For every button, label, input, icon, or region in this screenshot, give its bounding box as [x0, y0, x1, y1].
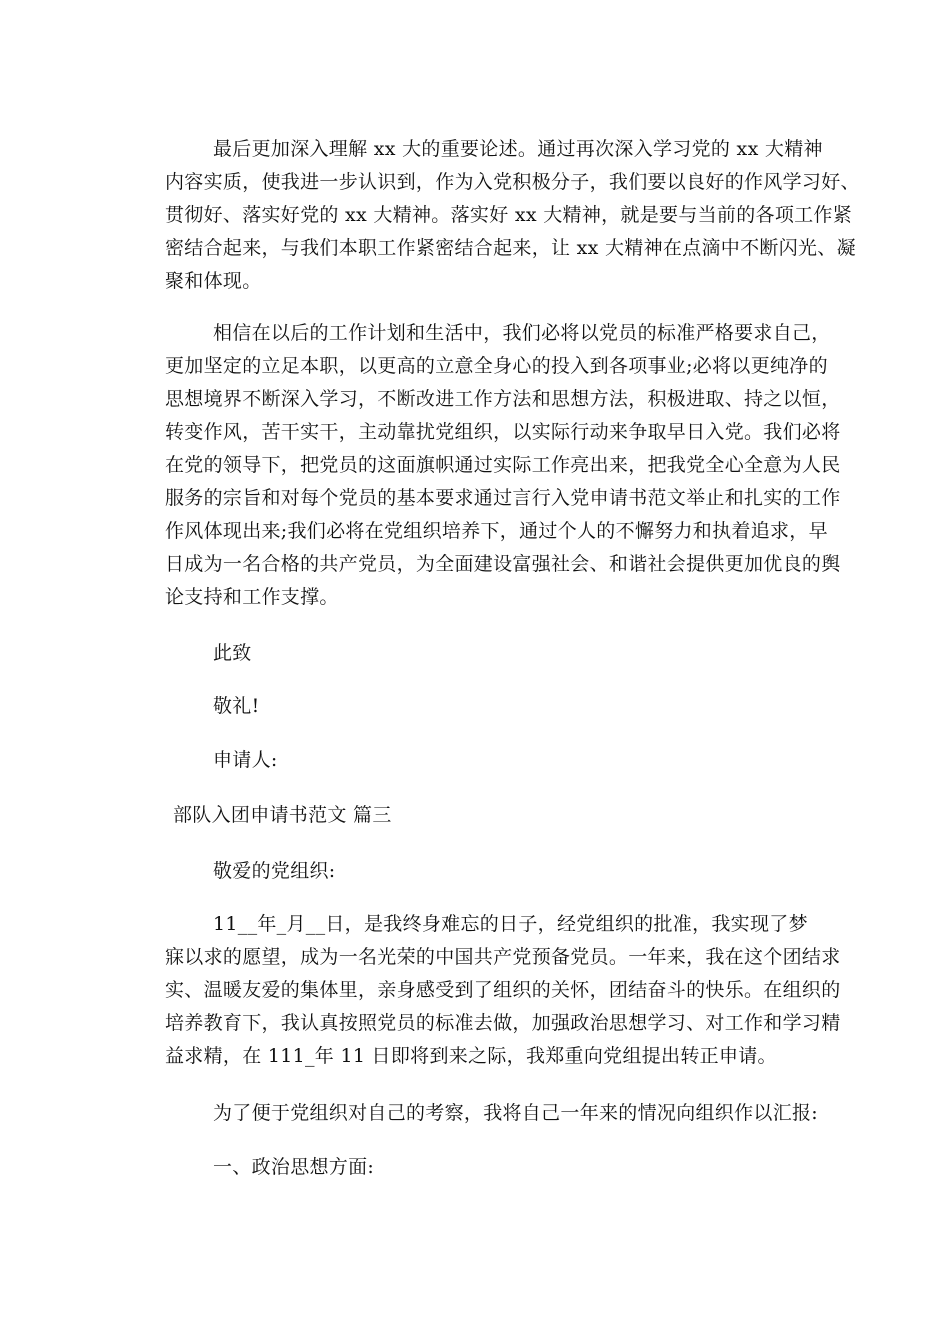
- paragraph-line: 相信在以后的工作计划和生活中，我们必将以党员的标准严格要求自己，: [213, 322, 831, 344]
- closing-regards: 敬礼!: [213, 695, 260, 717]
- section-title: 部队入团申请书范文 篇三: [173, 804, 392, 826]
- paragraph-line: 贯彻好、落实好党的 xx 大精神。落实好 xx 大精神，就是要与当前的各项工作紧: [165, 204, 853, 226]
- paragraph-line: 为了便于党组织对自己的考察，我将自己一年来的情况向组织作以汇报:: [213, 1102, 819, 1124]
- paragraph-line: 更加坚定的立足本职，以更高的立意全身心的投入到各项事业;必将以更纯净的: [165, 355, 828, 377]
- section-heading: 一、政治思想方面:: [213, 1156, 375, 1178]
- paragraph-line: 作风体现出来;我们必将在党组织培养下，通过个人的不懈努力和执着追求，早: [165, 520, 828, 542]
- applicant-label: 申请人:: [213, 749, 278, 771]
- paragraph-line: 转变作风，苦干实干，主动靠扰党组织，以实际行动来争取早日入党。我们必将: [165, 421, 841, 443]
- paragraph-line: 密结合起来，与我们本职工作紧密结合起来，让 xx 大精神在点滴中不断闪光、凝: [165, 237, 856, 259]
- paragraph-line: 论支持和工作支撑。: [165, 586, 339, 608]
- paragraph-line: 益求精，在 111_年 11 日即将到来之际，我郑重向党组提出转正申请。: [165, 1045, 777, 1067]
- paragraph-line: 内容实质，使我进一步认识到，作为入党积极分子，我们要以良好的作风学习好、: [165, 171, 860, 193]
- paragraph-line: 培养教育下，我认真按照党员的标准去做，加强政治思想学习、对工作和学习精: [165, 1012, 841, 1034]
- paragraph-line: 寐以求的愿望，成为一名光荣的中国共产党预备党员。一年来，我在这个团结求: [165, 946, 841, 968]
- paragraph-line: 思想境界不断深入学习，不断改进工作方法和思想方法，积极进取、持之以恒，: [165, 388, 841, 410]
- paragraph-line: 服务的宗旨和对每个党员的基本要求通过言行入党申请书范文举止和扎实的工作: [165, 487, 841, 509]
- paragraph-line: 11__年_月__日，是我终身难忘的日子，经党组织的批准，我实现了梦: [213, 913, 808, 935]
- paragraph-line: 聚和体现。: [165, 270, 262, 292]
- paragraph-line: 实、温暖友爱的集体里，亲身感受到了组织的关怀，团结奋斗的快乐。在组织的: [165, 979, 841, 1001]
- paragraph-line: 在党的领导下，把党员的这面旗帜通过实际工作亮出来，把我党全心全意为人民: [165, 454, 841, 476]
- paragraph-line: 最后更加深入理解 xx 大的重要论述。通过再次深入学习党的 xx 大精神: [213, 138, 823, 160]
- greeting: 敬爱的党组织:: [213, 860, 336, 882]
- closing-salutation: 此致: [213, 642, 252, 664]
- paragraph-line: 日成为一名合格的共产党员，为全面建设富强社会、和谐社会提供更加优良的舆: [165, 553, 841, 575]
